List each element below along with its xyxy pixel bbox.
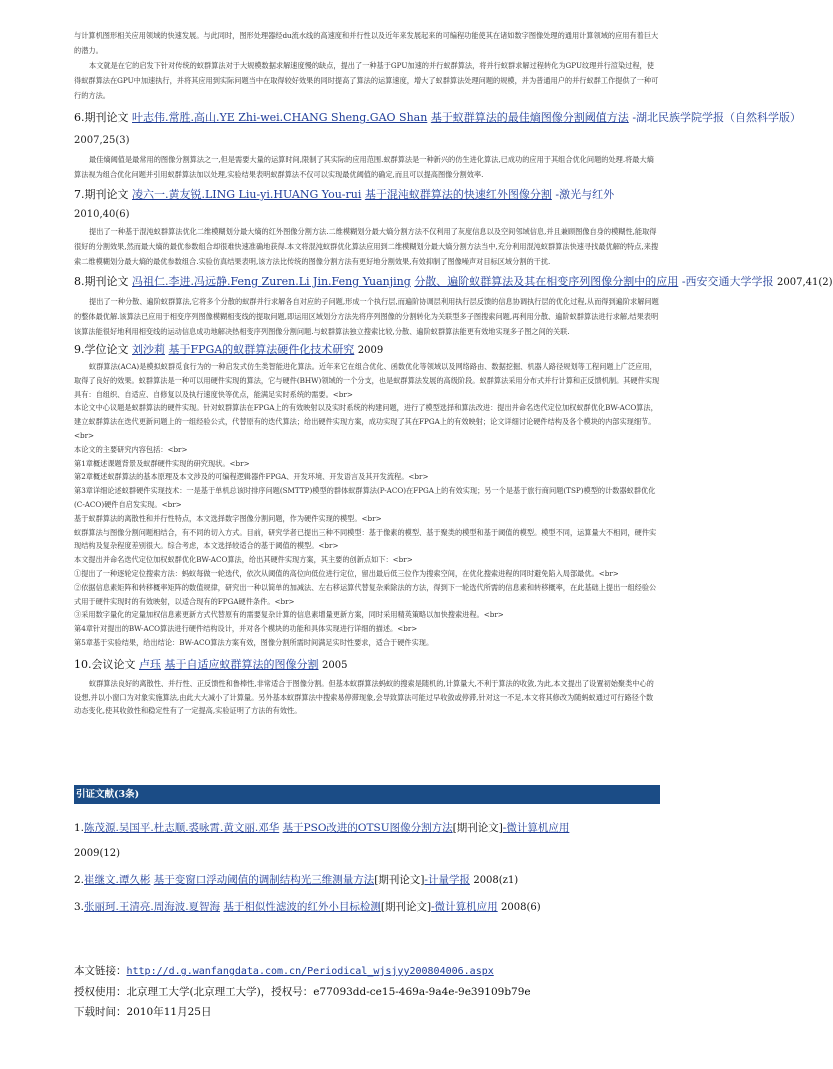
article-number: 9. [74,343,85,356]
article-abstract: 蚁群算法(ACA)是模拟蚁群觅食行为的一种启发式仿生类智能进化算法。近年来它在组合优化、函数优化等领域以及网络路由、数据挖掘、机器人路径规划等工程问题上广泛应用，取得了良好的效果。蚁群算法是一种可以用硬件实现的算法，它与硬件(BHW)领域的一个分支，也是蚁群算法发展的高级阶段。蚁群算法采用分布式并行计算和正反馈机制。其硬件实现具有：自组织、自适应、自修复以及执行速度快等优点，能满足实时系统的需要。<br> [74,362,660,399]
abstract-line: 第3章详细论述蚁群硬件实现技术：一是基于单机总该时排序问题(SMTTP)模型的群体蚁群算法(P-ACO)在FPGA上的有效实现；另一个是基于旅行商问题(TSP)模型的计数器蚁群优化(C-ACO)硬件自启发实现。<br> [74,486,656,509]
article-entry [74,184,660,269]
article-type: 期刊论文 [84,275,129,288]
citation-number: 3. [74,901,85,913]
abstract-line: 蚁群算法与图像分割问题相结合，有不同的切入方式。目前，研究学者已提出三种不同模型：基于像素的模型、基于聚类的模型和基于阈值的模型。模型不同，运算量大不相同，硬件实现结构及复杂程度差别很大。综合考虑，本文选择较适合的基于阈值的模型。<br> [74,527,657,551]
intro-paragraph: 与计算机图形相关应用领域的快速发展。与此同时，图形处理器经du流水线的高速度和并行性以及近年来发展起来的可编程功能使其在诸如数字图像处理的通用计算领域的应用有着巨大的潜力。 [74,31,659,55]
article-authors-link[interactable]: 刘沙莉 [132,343,165,356]
article-header [74,341,660,360]
article-title-link[interactable]: 基于混沌蚁群算法的快速红外图像分割 [364,188,552,201]
article-number: 7. [74,188,85,201]
citation-authors-link[interactable]: 崔继文.谭久彬 [84,874,151,886]
citation-list [74,815,660,921]
article-number: 10. [74,657,92,671]
article-type: 期刊论文 [84,188,129,201]
abstract-line: 第2章概述蚁群算法的基本原理及本文涉及的可编程逻辑器件FPGA、开发环境、开发语言及其开发流程。<br> [74,472,429,482]
citation-item [74,894,660,921]
license-line: 授权使用：北京理工大学(北京理工大学)，授权号：e77093dd-ce15-469a-9a4e-9e39109b79e [74,986,531,998]
article-header-cont [74,129,660,152]
article-year: 2005 [322,659,348,671]
article-year: 2007,41(2) [777,277,833,288]
abstract-line: 本文提出并命名迭代定位加权蚁群优化BW-ACO算法，给出其硬件实现方案，其主要的创新点如下：<br> [74,555,413,565]
citation-year: 2008(z1) [473,875,519,886]
citation-year: 2009(12) [74,848,120,859]
abstract-line: 第1章概述课题背景及蚁群硬件实现的研究现状。<br> [74,458,250,468]
citations-heading: 引证文献(3条) [74,785,660,804]
article-header [74,271,833,294]
citation-authors-link[interactable]: 陈茂源.吴国平.杜志顺.裘咏霄.黄文丽.邓华 [84,822,280,834]
article-authors-link[interactable]: 冯祖仁.李进.冯远静.Feng Zuren.Li Jin.Feng Yuanjing [132,275,411,288]
article-journal[interactable]: -西安交通大学学报 [681,275,774,288]
article-header [74,184,660,206]
abstract-line: 第4章针对提出的BW-ACO算法进行硬件结构设计，并对各个模块的功能和具体实现进行详细的描述。<br> [74,624,418,634]
article-title-link[interactable]: 基于自适应蚁群算法的图像分割 [164,657,319,671]
article-journal[interactable]: -激光与红外 [555,188,615,201]
citation-authors-link[interactable]: 张丽珂.王清亮.周海波.夏智海 [84,901,221,913]
citation-year: 2008(6) [501,902,541,913]
article-entry [74,271,833,339]
abstract-line: ①提出了一种逐轮定位搜索方法：蚂蚁每做一轮选代，依次从阈值的高位向低位进行定位，留出最后低三位作为搜索空间，在优化搜索进程的同时避免陷入局部最优。<br> [74,568,619,578]
article-year: 2007,25(3) [74,135,130,146]
article-journal[interactable]: -湖北民族学院学报（自然科学版） [632,111,802,124]
article-year: 2010,40(6) [74,209,130,220]
document-footer [74,961,660,1022]
article-authors-link[interactable]: 卢珏 [139,657,161,671]
download-time: 下载时间：2010年11月25日 [74,1006,212,1018]
article-header [74,654,660,677]
citation-item [74,867,660,894]
article-entry [74,107,802,182]
article-abstract: 提出了一种分散、遍阶蚁群算法,它将多个分散的蚁群并行求解各自对应的子问题,形成一个执行层,而遍阶协调层利用执行层反馈的信息协调执行层的优化过程,从而得到遍阶求解问题的整体最优解.该算法已应用于相变序列图像模糊相变线的提取问题,即运用区域划分方法先将序列图像的分割转化为关联型多子图搜索问题,再利用分散、遍阶蚁群算法进行求解,结果表明该算法能很好地利用相变线的运动信息成功地解决热相变序列图像分割问题.与蚁群算法独立搜索比较,分散、遍阶蚁群算法能更有效地实现多子图之间的关联. [74,297,659,336]
article-number: 8. [74,275,85,288]
article-type: 学位论文 [84,343,129,356]
citation-journal-link[interactable]: -微计算机应用 [431,901,498,913]
article-abstract: 提出了一种基于混沌蚁群算法优化二维模糊划分最大熵的红外图像分割方法.二维模糊划分最大熵分割方法不仅利用了灰度信息以及空间邻域信息,并且兼顾图像自身的模糊性,能取得很好的分割效果,然而最大熵的最优参数组合却很难快速准确地获得.本文将混沌蚁群优化算法应用到二维模糊划分最大熵分割方法当中,充分利用混沌蚁群算法快速寻找最优解的特点,来搜索二维模糊划分最大熵的最优参数组合.实验仿真结果表明,该方法比传统的图像分割方法有更好地分割效果,有效抑制了图像噪声对目标区域分割的干扰. [74,227,659,266]
citation-number: 1. [74,822,85,834]
article-title-link[interactable]: 分散、遍阶蚁群算法及其在相变序列图像分割中的应用 [414,275,679,288]
abstract-line: ②依据信息素矩阵和转移概率矩阵的数值规律，研究出一种以简单的加减法、左右移运算代替复杂乘除法的方法，得到下一轮选代所需的信息素和转移概率，在此基础上提出一组经验公式用于硬件实现时的有效映射，以适合现有的FPGA硬件条件。<br> [74,582,657,606]
article-year: 2009 [357,345,384,356]
citation-title-link[interactable]: 基于PSO改进的OTSU图像分割方法 [282,822,453,834]
citation-number: 2. [74,874,85,886]
citation-title-link[interactable]: 基于相似性滤波的红外小目标检测 [223,901,381,913]
citation-journal-link[interactable]: -计量学报 [424,874,470,886]
article-header [74,107,802,129]
article-title-link[interactable]: 基于FPGA的蚁群算法硬件化技术研究 [168,343,355,356]
article-type: 期刊论文 [84,111,129,124]
abstract-line: 本论文中心议题是蚁群算法的硬件实现。针对蚁群算法在FPGA上的有效映射以及实时系统的构建问题，进行了模型选择和算法改进：提出并命名迭代定位加权蚁群优化BW-ACO算法，建立蚁群算法在迭代更新问题上的一组经验公式，代替原有的迭代算法；给出硬件实现方案，成功实现了其在FPGA上的有效映射；论文详细讨论硬件结构及各个模块的内部实现细节。<br> [74,403,658,440]
article-entry [74,341,660,650]
article-link-line [74,961,660,982]
article-authors-link[interactable]: 凌六一.黄友锐.LING Liu-yi.HUANG You-rui [132,188,362,201]
citation-item [74,815,660,841]
link-label: 本文链接： [74,965,127,977]
article-list [74,28,833,718]
article-type: 会议论文 [91,657,136,671]
article-abstract: 最佳熵阈值是最常用的图像分割算法之一,但是需要大量的运算时间,限制了其实际的应用范围.蚁群算法是一种新兴的仿生进化算法,已成功的应用于其组合优化问题的处理.将最大熵算法视为组合优化问题并引用蚁群算法加以处理,实验结果表明蚁群算法不仅可以实现最优阈值的确定,而且可以提高图像分割效率. [74,155,654,179]
abstract-line: 本论文的主要研究内容包括：<br> [74,444,188,454]
article-number: 6. [74,111,85,124]
citation-type: [期刊论文] [452,822,503,834]
citation-title-link[interactable]: 基于变窗口浮动阈值的调制结构光三维测量方法 [153,874,375,886]
citation-journal-link[interactable]: -微计算机应用 [502,822,570,834]
article-entry [74,654,660,718]
intro-paragraph: 本文就是在它的启发下针对传统的蚁群算法对于大规模数据求解速度慢的缺点，提出了一种基于GPU加速的并行蚁群算法，将并行蚁群求解过程转化为GPU纹理并行渲染过程，使得蚁群算法在GPU中加速执行，并将其应用到实际问题当中在取得较好效果的同时提高了算法的运算速度，增大了蚁群算法处理问题的规模，并为普通用户的并行蚁群工作提供了一种可行的方法。 [74,61,659,100]
abstract-line: 基于蚁群算法的离散性和并行性特点，本文选择数字图像分割问题，作为硬件实现的模型。<br> [74,513,382,523]
article-title-link[interactable]: 基于蚁群算法的最佳熵图像分割阈值方法 [430,111,629,124]
citation-type: [期刊论文] [380,901,432,913]
citation-type: [期刊论文] [374,874,425,886]
article-url-link[interactable]: http://d.g.wanfangdata.com.cn/Periodical_wjsjyy200804006.aspx [126,966,494,977]
article-authors-link[interactable]: 叶志伟.常胜.高山.YE Zhi-wei.CHANG Sheng.GAO Shan [132,111,428,124]
abstract-line: 第5章基于实验结果，给出结论：BW-ACO算法方案有效，图像分割所需时间满足实时性要求，适合于硬件实现。 [74,637,434,647]
abstract-line: ③采用数字量化的定量加权信息素更新方式代替原有的需要复杂计算的信息素增量更新方案，同时采用精英策略以加快搜索进程。<br> [74,610,504,620]
article-abstract: 蚁群算法良好的离散性、并行性、正反馈性和鲁棒性,非常适合于图像分割。但基本蚁群算法蚂蚁的搜索是随机的,计算量大,不利于算法的收敛,为此,本文提出了设置初始聚类中心的设想,并以小窗口为对象实施算法,由此大大减小了计算量。另外基本蚁群算法中搜索易停滞现象,会导致算法可能过早收敛或停滞,针对这一不足,本文将其修改为随蚂蚁通过可行路径个数动态变化,使其收敛性和稳定性有了一定提高,实验证明了方法的有效性。 [74,678,654,716]
